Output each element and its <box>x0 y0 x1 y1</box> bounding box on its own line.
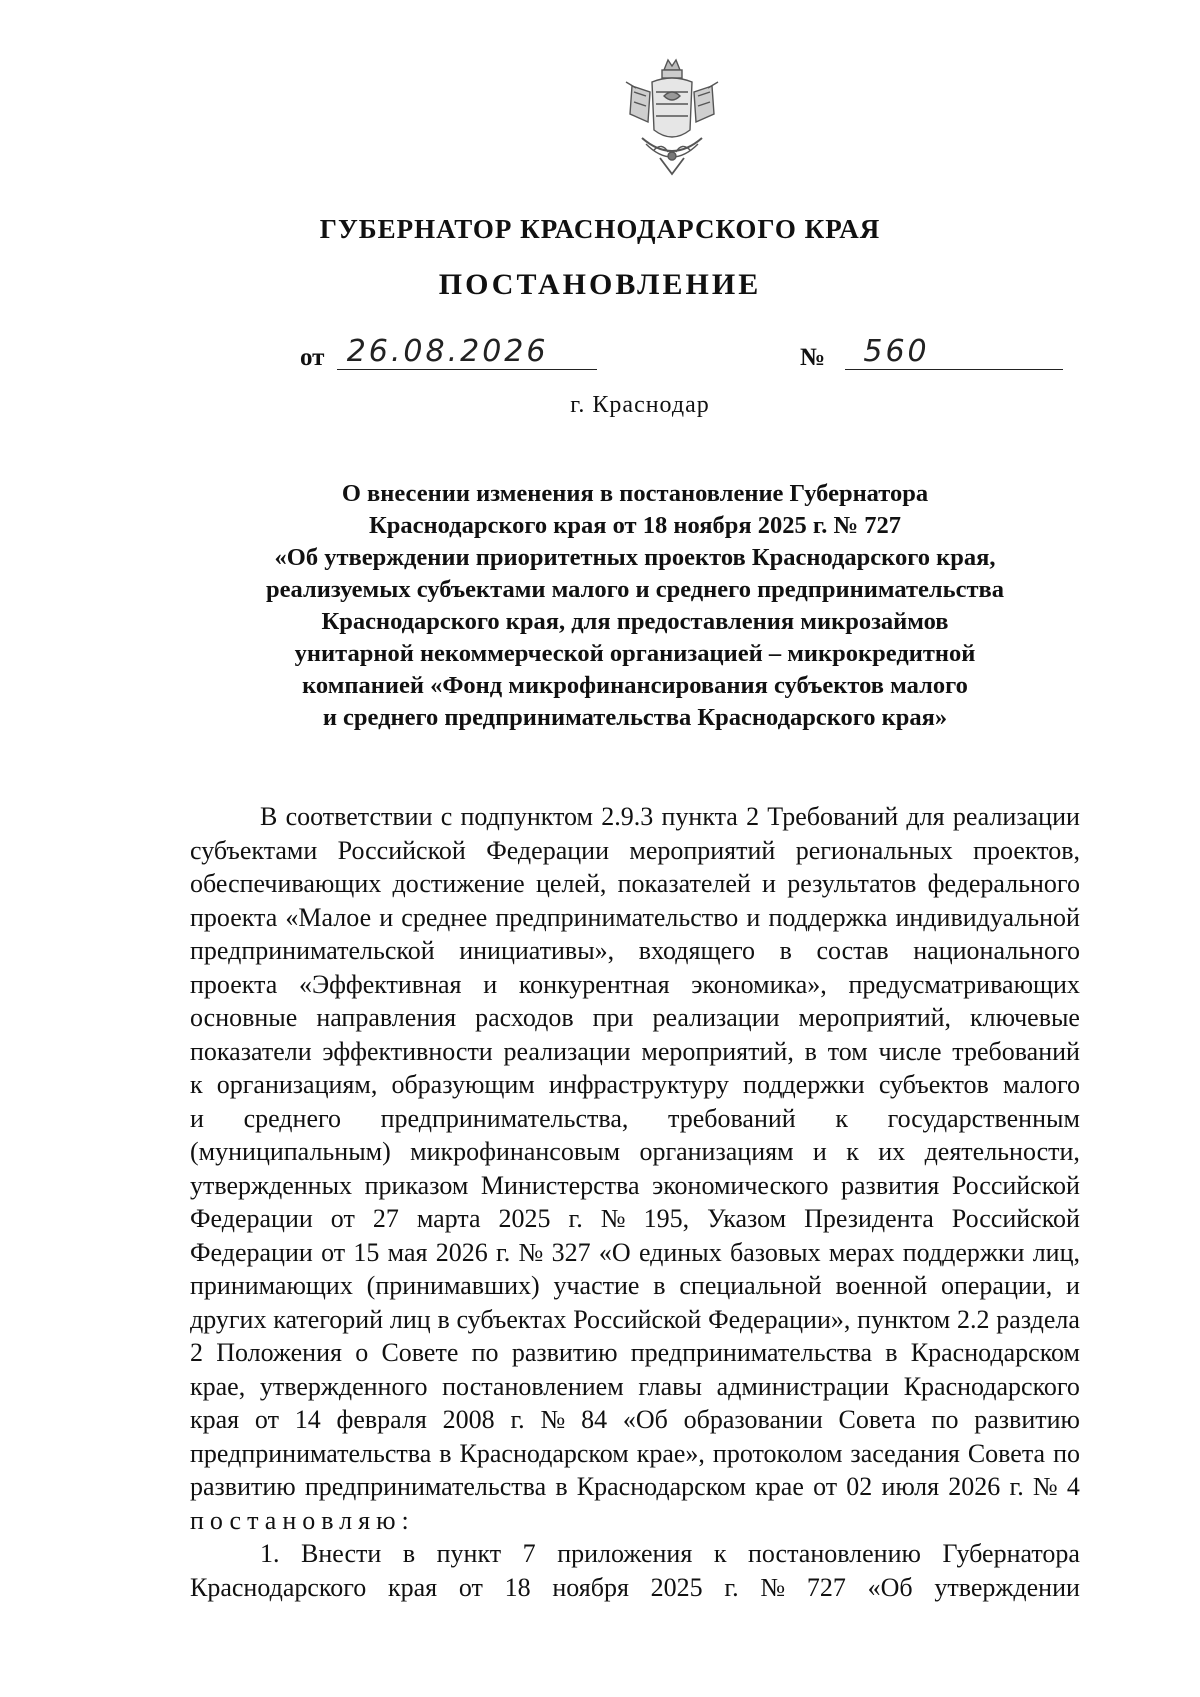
body-line: (муниципальным) микрофинансовым организациям и к их деятельности, <box>190 1137 1080 1166</box>
number-prefix: № <box>800 344 826 371</box>
body-line: предпринимательской инициативы», входящего в состав национального <box>190 936 1080 965</box>
body-line: Федерации от 27 марта 2025 г. № 195, Указом Президента Российской <box>190 1204 1080 1233</box>
title-line: унитарной некоммерческой организацией – микрокредитной <box>294 640 976 667</box>
body-line: предпринимательства в Краснодарском крае», протоколом заседания Совета по <box>190 1438 1080 1468</box>
body-line: и среднего предпринимательства, требований к государственным <box>190 1103 1080 1133</box>
number-line <box>800 334 1063 374</box>
body-line: Федерации от 15 мая 2026 г. № 327 «О единых базовых мерах поддержки лиц, <box>190 1237 1080 1267</box>
coat-of-arms-emblem <box>612 52 732 182</box>
body-line: основные направления расходов при реализации мероприятий, ключевые <box>190 1003 1080 1032</box>
body-line: принимающих (принимавших) участие в специальной военной операции, и <box>190 1271 1080 1300</box>
title-line: О внесении изменения в постановление Губернатора <box>341 480 929 507</box>
body-line: крае, утвержденного постановлением главы администрации Краснодарского <box>190 1371 1080 1401</box>
title-line: «Об утверждении приоритетных проектов Краснодарского края, <box>274 544 996 571</box>
handwritten-date: 26.08.2026 <box>337 334 597 370</box>
title-line: компанией «Фонд микрофинансирования субъектов малого <box>302 672 968 699</box>
body-line: 2 Положения о Совете по развитию предпринимательства в Краснодарском <box>190 1338 1080 1367</box>
body-line: утвержденных приказом Министерства экономического развития Российской <box>190 1170 1080 1200</box>
decree-title <box>190 478 1080 734</box>
decree-body <box>190 800 1080 1604</box>
handwritten-number: 560 <box>845 334 1063 370</box>
date-line <box>300 334 597 374</box>
body-line: к организациям, образующим инфраструктуру поддержки субъектов малого <box>190 1070 1080 1099</box>
title-line: реализуемых субъектами малого и среднего предпринимательства <box>266 576 1004 603</box>
body-line: развитию предпринимательства в Краснодарском крае от 02 июля 2026 г. № 4 <box>190 1472 1080 1501</box>
body-line: показатели эффективности реализации мероприятий, в том числе требований <box>190 1036 1080 1066</box>
body-line: других категорий лиц в субъектах Российской Федерации», пунктом 2.2 раздела <box>190 1304 1080 1334</box>
body-line: Краснодарского края от 18 ноября 2025 г. № 727 «Об утверждении <box>190 1572 1080 1602</box>
city-label: г. Краснодар <box>570 392 710 418</box>
title-line: Краснодарского края от 18 ноября 2025 г. № 727 <box>369 512 901 539</box>
body-line: обеспечивающих достижение целей, показателей и результатов федерального <box>190 869 1080 898</box>
title-line: Краснодарского края, для предоставления микрозаймов <box>321 608 949 635</box>
body-line: 1. Внести в пункт 7 приложения к постановлению Губернатора <box>260 1539 1080 1568</box>
body-line: проекта «Малое и среднее предпринимательство и поддержка индивидуальной <box>190 902 1080 932</box>
body-line-resolve: постановляю: <box>190 1505 415 1535</box>
body-line: проекта «Эффективная и конкурентная экономика», предусматривающих <box>190 969 1080 999</box>
body-line: субъектами Российской Федерации мероприятий региональных проектов, <box>190 835 1080 865</box>
title-line: и среднего предпринимательства Краснодарского края» <box>322 704 948 731</box>
date-prefix: от <box>300 344 325 371</box>
authority-heading: ГУБЕРНАТОР КРАСНОДАРСКОГО КРАЯ <box>319 214 881 244</box>
document-type-heading: ПОСТАНОВЛЕНИЕ <box>438 268 762 301</box>
body-line: В соответствии с подпунктом 2.9.3 пункта 2 Требований для реализации <box>260 802 1080 831</box>
body-line: края от 14 февраля 2008 г. № 84 «Об образовании Совета по развитию <box>190 1405 1080 1434</box>
